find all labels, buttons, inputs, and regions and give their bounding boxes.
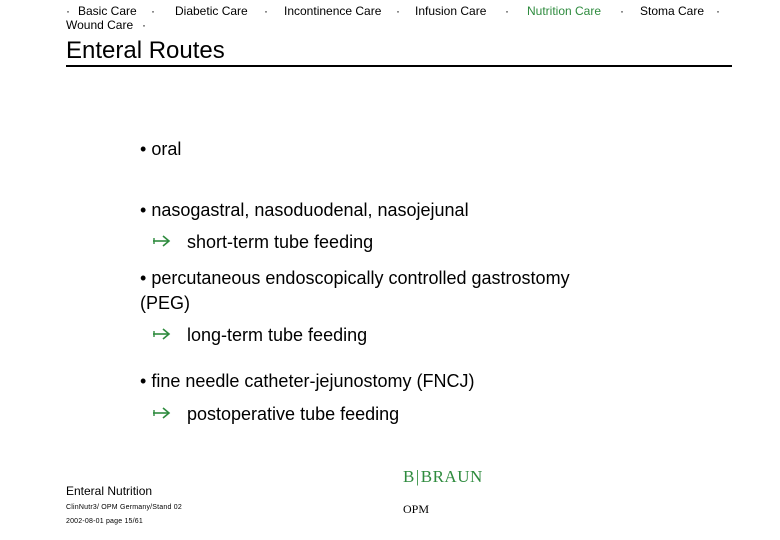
nav-item-infusion-care[interactable]: Infusion Care — [415, 4, 487, 18]
sub-item — [151, 324, 367, 346]
bullet-item — [140, 370, 474, 392]
page-title: Enteral Routes — [66, 37, 225, 64]
bbraun-logo — [403, 467, 483, 487]
sub-item-text: postoperative tube feeding — [187, 404, 400, 424]
arrow-right-icon — [151, 324, 173, 346]
bullet-marker: • — [140, 139, 147, 159]
bullet-text-continuation: (PEG) — [140, 293, 191, 313]
title-divider — [66, 65, 732, 67]
bullet-item — [140, 267, 570, 289]
nav-item-nutrition-care[interactable]: Nutrition Care — [527, 4, 602, 18]
sub-item — [151, 231, 373, 253]
nav-separator: · — [151, 4, 155, 18]
nav-separator: · — [142, 18, 146, 32]
arrow-right-icon — [151, 403, 173, 425]
brand-left: B — [403, 467, 415, 486]
bullet-text: percutaneous endoscopically controlled gastrostomy — [151, 268, 570, 288]
bullet-text: oral — [151, 139, 182, 159]
nav-item-incontinence-care[interactable]: Incontinence Care — [284, 4, 382, 18]
bullet-text: nasogastral, nasoduodenal, nasojejunal — [151, 200, 469, 220]
bullet-marker: • — [140, 371, 147, 391]
sub-item-text: short-term tube feeding — [187, 232, 374, 252]
footer-date-page: 2002-08-01 page 15/61 — [66, 518, 143, 525]
nav-separator: · — [264, 4, 268, 18]
nav-separator: · — [505, 4, 509, 18]
bullet-item — [140, 138, 181, 160]
division-label: OPM — [403, 502, 430, 516]
bullet-text: fine needle catheter-jejunostomy (FNCJ) — [151, 371, 475, 391]
brand-right: BRAUN — [420, 467, 483, 486]
nav-separator: · — [66, 4, 70, 18]
brand-divider: | — [415, 467, 420, 486]
nav-separator: · — [620, 4, 624, 18]
nav-separator: · — [716, 4, 720, 18]
nav-separator: · — [396, 4, 400, 18]
footer-section: Enteral Nutrition — [66, 484, 153, 498]
sub-item — [151, 403, 399, 425]
bullet-marker: • — [140, 268, 147, 288]
bullet-marker: • — [140, 200, 147, 220]
nav-item-wound-care[interactable]: Wound Care — [66, 18, 134, 32]
nav-item-diabetic-care[interactable]: Diabetic Care — [175, 4, 248, 18]
footer-reference: ClinNutr3/ OPM Germany/Stand 02 — [66, 504, 182, 511]
bullet-item — [140, 199, 469, 221]
sub-item-text: long-term tube feeding — [187, 325, 368, 345]
nav-item-basic-care[interactable]: Basic Care — [78, 4, 137, 18]
arrow-right-icon — [151, 231, 173, 253]
nav-item-stoma-care[interactable]: Stoma Care — [640, 4, 705, 18]
